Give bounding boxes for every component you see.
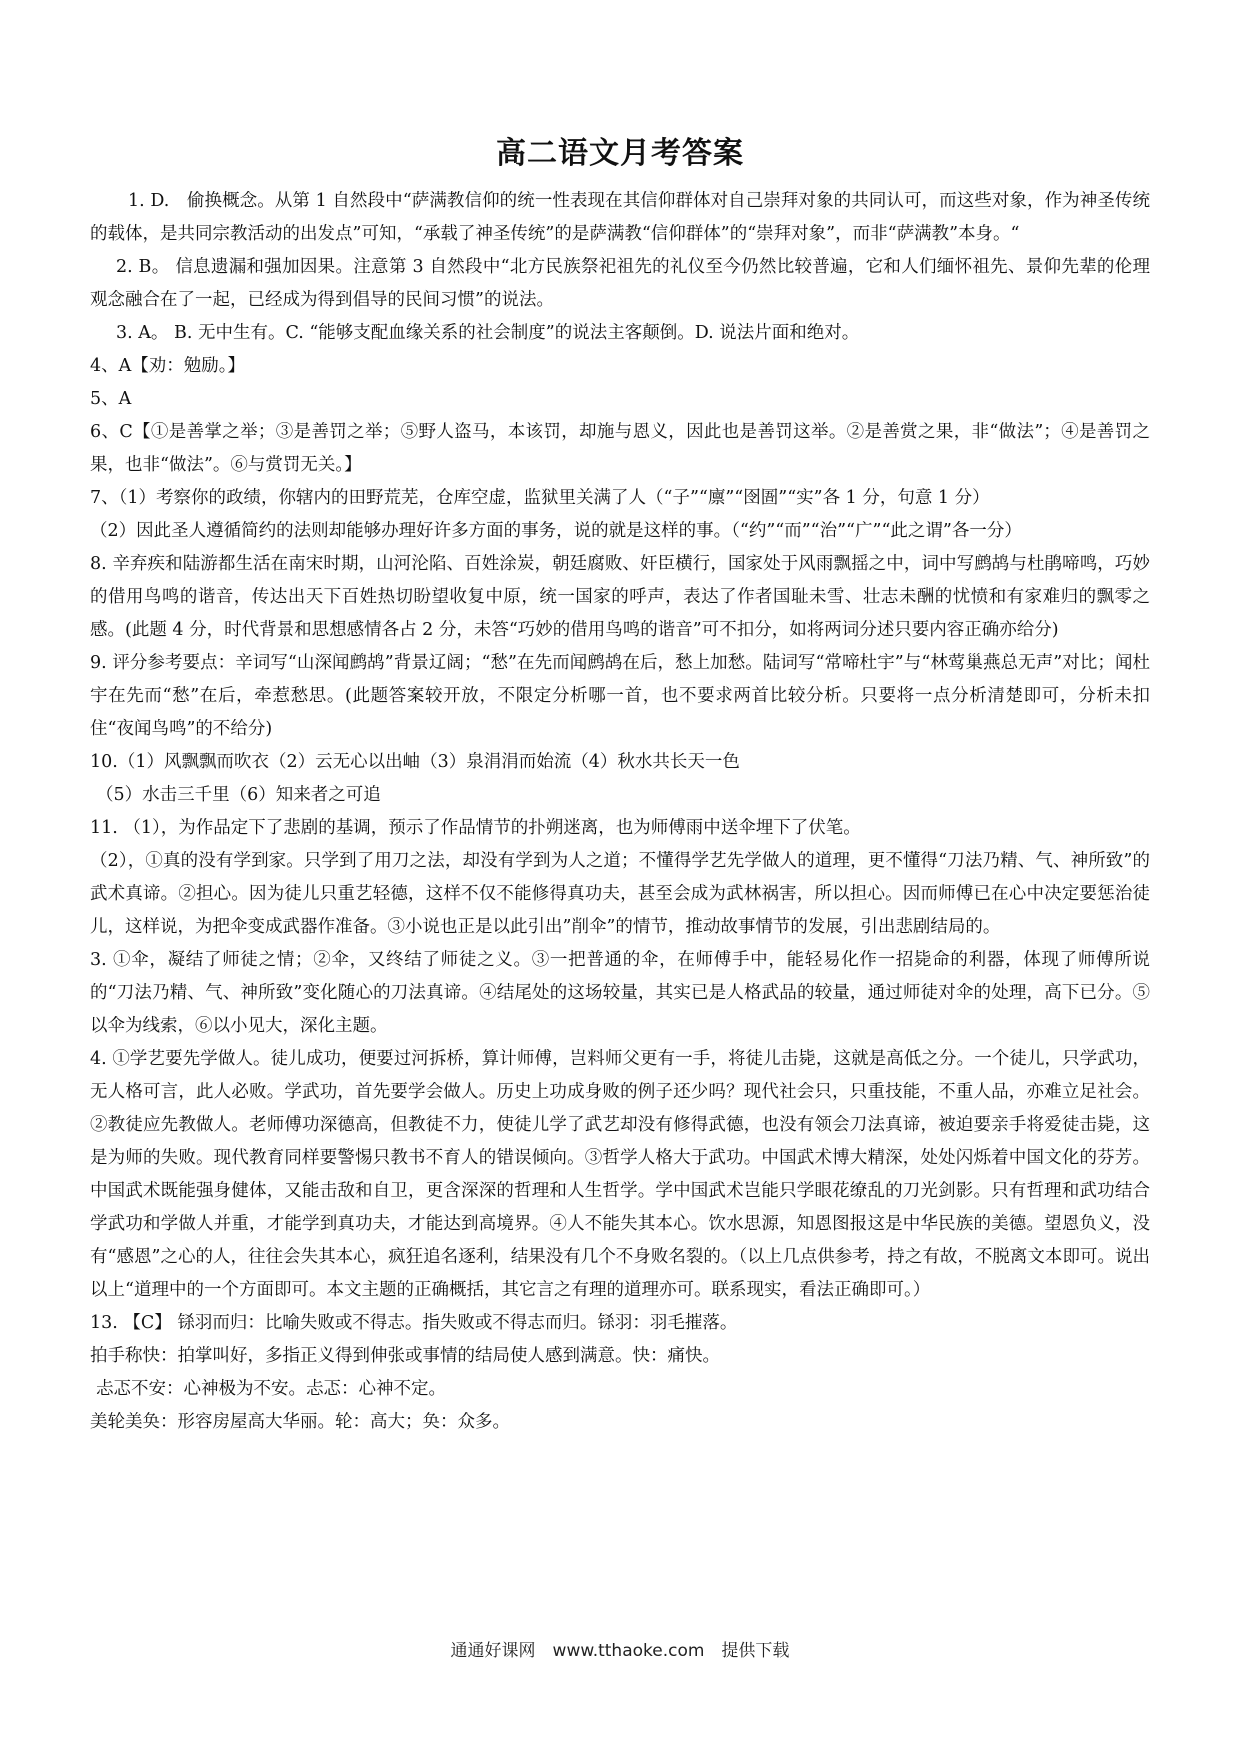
answer-5: 5、A bbox=[90, 389, 132, 409]
answer-6: 6、C【①是善掌之举；③是善罚之举；⑤野人盗马，本该罚，却施与恩义，因此也是善罚这举。②是善赏之果，非“做法”；④是善罚之果，也非“做法”。⑥与赏罚无关。】 bbox=[90, 422, 1150, 475]
answer-13-d: 美轮美奂：形容房屋高大华丽。轮：高大；奂：众多。 bbox=[90, 1412, 510, 1432]
answer-9: 9. 评分参考要点：辛词写“山深闻鹧鸪”背景辽阔；“愁”在先而闻鹧鸪在后，愁上加愁。陆词写“常啼杜宇”与“林莺巢燕总无声”对比；闻杜宇在先而“愁”在后，牵惹愁思。(此题答案较开放，不限定分析哪一首，也不要求两首比较分析。只要将一点分析清楚即可，分析未扣住“夜闻鸟鸣”的不给分) bbox=[90, 653, 1150, 739]
answer-2: 2. B。 信息遗漏和强加因果。注意第 3 自然段中“北方民族祭祀祖先的礼仪至今仍然比较普遍，它和人们缅怀祖先、景仰先辈的伦理观念融合在了一起，已经成为得到倡导的民间习惯”的说法。 bbox=[90, 257, 1150, 310]
answer-3: 3. A。 B. 无中生有。C. “能够支配血缘关系的社会制度”的说法主客颠倒。D. 说法片面和绝对。 bbox=[116, 323, 860, 343]
answer-8: 8. 辛弃疾和陆游都生活在南宋时期，山河沦陷、百姓涂炭，朝廷腐败、奸臣横行，国家处于风雨飘摇之中，词中写鹧鸪与杜鹃啼鸣，巧妙的借用鸟鸣的谐音，传达出天下百姓热切盼望收复中原，统一国家的呼声，表达了作者国耻未雪、壮志未酬的忧愤和有家难归的飘零之感。(此题 4 分，时代背景和思想感情各占 2 分，未答“巧妙的借用鸟鸣的谐音”可不扣分，如将两词分述只要内容正确亦给分) bbox=[90, 554, 1150, 640]
answer-11-4: 4. ①学艺要先学做人。徒儿成功，便要过河拆桥，算计师傅，岂料师父更有一手，将徒儿击毙，这就是高低之分。一个徒儿，只学武功，无人格可言，此人必败。学武功，首先要学会做人。历史上功成身败的例子还少吗？现代社会只，只重技能，不重人品，亦难立足社会。②教徒应先教做人。老师傅功深德高，但教徒不力，使徒儿学了武艺却没有修得武德，也没有领会刀法真谛，被迫要亲手将爱徒击毙，这是为师的失败。现代教育同样要警惕只教书不育人的错误倾向。③哲学人格大于武功。中国武术博大精深，处处闪烁着中国文化的芬芳。中国武术既能强身健体，又能击敌和自卫，更含深深的哲理和人生哲学。学中国武术岂能只学眼花缭乱的刀光剑影。只有哲理和武功结合学武功和学做人并重，才能学到真功夫，才能达到高境界。④人不能失其本心。饮水思源，知恩图报这是中华民族的美德。望恩负义，没有“感恩”之心的人，往往会失其本心，疯狂追名逐利，结果没有几个不身败名裂的。（以上几点供参考，持之有故，不脱离文本即可。说出以上“道理中的一个方面即可。本文主题的正确概括，其它言之有理的道理亦可。联系现实，看法正确即可。） bbox=[90, 1049, 1150, 1300]
answer-4: 4、A【劝：勉励。】 bbox=[90, 356, 246, 376]
answer-11-2: （2），①真的没有学到家。只学到了用刀之法，却没有学到为人之道；不懂得学艺先学做人的道理，更不懂得“刀法乃精、气、神所致”的武术真谛。②担心。因为徒儿只重艺轻德，这样不仅不能修得真功夫，甚至会成为武林祸害，所以担心。因而师傅已在心中决定要惩治徒儿，这样说，为把伞变成武器作准备。③小说也正是以此引出”削伞”的情节，推动故事情节的发展，引出悲剧结局的。 bbox=[90, 851, 1150, 937]
answer-13: 13. 【C】 铩羽而归：比喻失败或不得志。指失败或不得志而归。铩羽：羽毛摧落。 bbox=[90, 1313, 738, 1333]
answer-11-3: 3. ①伞，凝结了师徒之情；②伞，又终结了师徒之义。③一把普通的伞，在师傅手中，能轻易化作一招毙命的利器，体现了师傅所说的“刀法乃精、气、神所致”变化随心的刀法真谛。④结尾处的这场较量，其实已是人格武品的较量，通过师徒对伞的处理，高下已分。⑤以伞为线索，⑥以小见大，深化主题。 bbox=[90, 950, 1150, 1036]
answer-11-1: 11. （1），为作品定下了悲剧的基调，预示了作品情节的扑朔迷离，也为师傅雨中送伞埋下了伏笔。 bbox=[90, 818, 861, 838]
answer-7-1: 7、（1）考察你的政绩，你辖内的田野荒芜，仓库空虚，监狱里关满了人（“子”“廪”“囹圄”“实”各 1 分，句意 1 分） bbox=[90, 488, 990, 508]
page-title: 高二语文月考答案 bbox=[496, 136, 744, 171]
answer-13-c: 忐忑不安：心神极为不安。忐忑：心神不定。 bbox=[96, 1379, 446, 1399]
download-footer: 通通好课网 www.tthaoke.com 提供下载 bbox=[450, 1641, 790, 1661]
answer-1: 1. D. 偷换概念。从第 1 自然段中“萨满教信仰的统一性表现在其信仰群体对自己崇拜对象的共同认可，而这些对象，作为神圣传统的载体，是共同宗教活动的出发点”可知，“承载了神圣传统”的是萨满教“信仰群体”的“崇拜对象”，而非“萨满教”本身。“ bbox=[90, 191, 1150, 244]
answer-10-b: （5）水击三千里（6）知来者之可追 bbox=[96, 785, 381, 805]
answer-10-a: 10.（1）风飘飘而吹衣（2）云无心以出岫（3）泉涓涓而始流（4）秋水共长天一色 bbox=[90, 752, 740, 772]
answer-13-b: 拍手称快：拍掌叫好，多指正义得到伸张或事情的结局使人感到满意。快：痛快。 bbox=[90, 1346, 720, 1366]
answer-7-2: （2）因此圣人遵循简约的法则却能够办理好许多方面的事务，说的就是这样的事。（“约”“而”“治”“广”“此之谓”各一分） bbox=[90, 521, 1022, 541]
answer-body bbox=[90, 185, 1150, 1439]
